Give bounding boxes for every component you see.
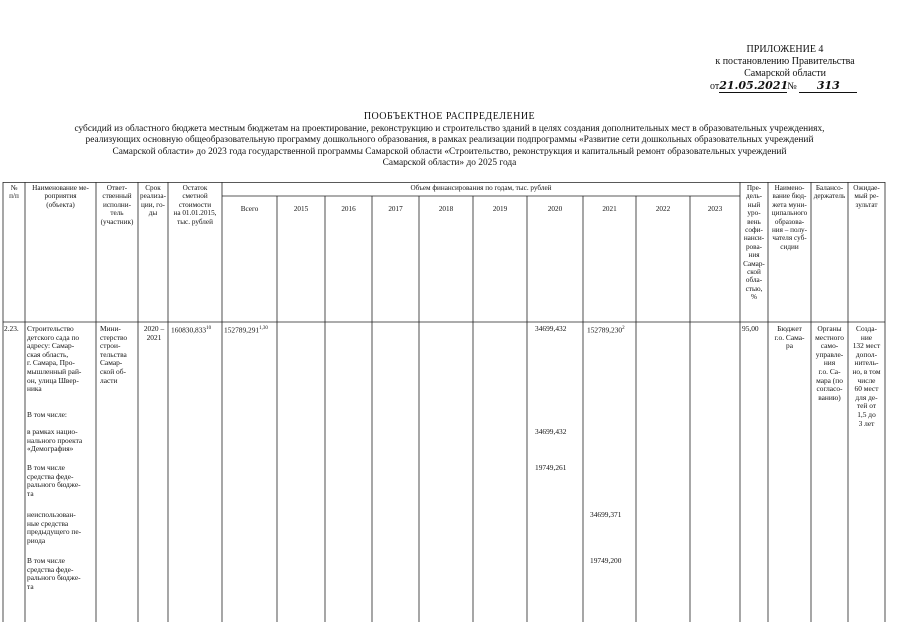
header-year-2016: 2016 bbox=[341, 205, 356, 213]
subrow-label-2: в рамках нацио- нального проекта «Демография» bbox=[27, 427, 83, 454]
appendix-title: ПРИЛОЖЕНИЕ 4 bbox=[746, 44, 824, 55]
document-title: ПООБЪЕКТНОЕ РАСПРЕДЕЛЕНИЕ bbox=[363, 111, 536, 122]
appendix-date: 21.05.2021 bbox=[719, 79, 789, 92]
subrow-5-2021: 19749,200 bbox=[590, 556, 622, 565]
header-holder: Балансо- держатель bbox=[813, 184, 846, 201]
appendix-line-2: Самарской области bbox=[744, 68, 826, 79]
document-subtitle bbox=[10, 124, 889, 170]
row-num: 2.23. bbox=[4, 324, 19, 333]
header-year-2017: 2017 bbox=[388, 205, 403, 213]
row-balance: 160830,833$^{10}$ bbox=[171, 325, 212, 335]
row-2021: 152789,230$^2$ bbox=[587, 325, 625, 335]
appendix-line-1: к постановлению Правительства bbox=[715, 56, 855, 67]
appendix-block bbox=[700, 44, 870, 93]
header-year-2019: 2019 bbox=[492, 205, 508, 213]
subrow-3-2020: 19749,261 bbox=[535, 463, 567, 472]
row-responsible: Мини- стерство строи- тельства Самар- ской об- ласти bbox=[100, 324, 128, 385]
header-year-2023: 2023 bbox=[707, 205, 723, 213]
row-name: Строительство детского сада по адресу: Самар- ская область, г. Самара, Про- мышленный рай- он, улица Швер- ника bbox=[27, 324, 82, 394]
header-balance: Остаток сметной стоимости на 01.01.2015, тыс. рублей bbox=[173, 184, 217, 226]
header-result: Ожидае- мый ре- зультат bbox=[853, 184, 880, 209]
subtitle-line-2: реализующих основную общеобразовательную программу дошкольного образования, в рамках реализации подпрограммы «Развитие сети дошкольных образовательных учреждений bbox=[85, 135, 814, 146]
subrow-label-5: В том числе средства феде- рального бюдже- та bbox=[27, 556, 81, 591]
header-recipient: Наимено- вание бюд- жета муни- ципального образова- ния – полу- чателя суб- сидии bbox=[771, 184, 808, 251]
appendix-from-label: от bbox=[710, 81, 720, 92]
header-year-2018: 2018 bbox=[438, 205, 454, 213]
header-name: Наименование ме- роприятия (объекта) bbox=[32, 184, 89, 209]
header-responsible: Ответ- ственный исполни- тель (участник) bbox=[100, 184, 134, 226]
appendix-number-label: № bbox=[787, 81, 797, 92]
row-recipient: Бюджет г.о. Сама- ра bbox=[774, 324, 805, 351]
subtitle-line-3: Самарской области» до 2023 года государственной программы Самарской области «Строительство, реконструкция и капитальный ремонт образовательных учреждений bbox=[112, 146, 787, 157]
subtitle-line-4: Самарской области» до 2025 года bbox=[382, 158, 517, 169]
subrow-4-2021: 34699,371 bbox=[590, 510, 622, 519]
header-year-2022: 2022 bbox=[655, 205, 671, 213]
header-level: Пре- дель- ный уро- вень софи- нанси- рова- ния Самар- ской обла- стью, % bbox=[743, 184, 765, 302]
subrow-label-4: неиспользован- ные средства предыдущего пе- риода bbox=[27, 510, 82, 545]
row-level: 95,00 bbox=[742, 324, 759, 333]
header-year-2020: 2020 bbox=[547, 205, 563, 213]
appendix-number: 313 bbox=[799, 80, 857, 93]
row-holder: Органы местного само- управле- ния г.о. Са- мара (по согласо- ванию) bbox=[815, 324, 844, 402]
header-year-total: Всего bbox=[240, 205, 259, 213]
header-year-2015: 2015 bbox=[293, 205, 309, 213]
header-num: № п/п bbox=[9, 184, 19, 201]
appendix-signature-line bbox=[710, 80, 860, 93]
row-term: 2020 – 2021 bbox=[143, 324, 165, 342]
subtitle-line-1: субсидий из областного бюджета местным бюджетам на проектирование, реконструкцию и строительство зданий в целях создания дополнительных мест в образовательных учреждениях, bbox=[74, 124, 825, 134]
row-result: Созда- ние 132 мест допол- нитель- но, в том числе 60 мест для де- тей от 1,5 до 3 лет bbox=[852, 324, 881, 428]
row-2020: 34699,432 bbox=[535, 324, 567, 333]
subrow-label-1: В том числе: bbox=[27, 410, 67, 419]
subrow-label-3: В том числе средства феде- рального бюдже- та bbox=[27, 463, 81, 498]
row-total: 152789,291$^{1,30}$ bbox=[224, 325, 268, 335]
subrow-2-2020: 34699,432 bbox=[535, 427, 567, 436]
header-term: Срок реализа- ции, го- ды bbox=[140, 184, 166, 218]
header-year-2021: 2021 bbox=[602, 205, 617, 213]
header-volume: Объем финансирования по годам, тыс. рублей bbox=[410, 184, 552, 192]
